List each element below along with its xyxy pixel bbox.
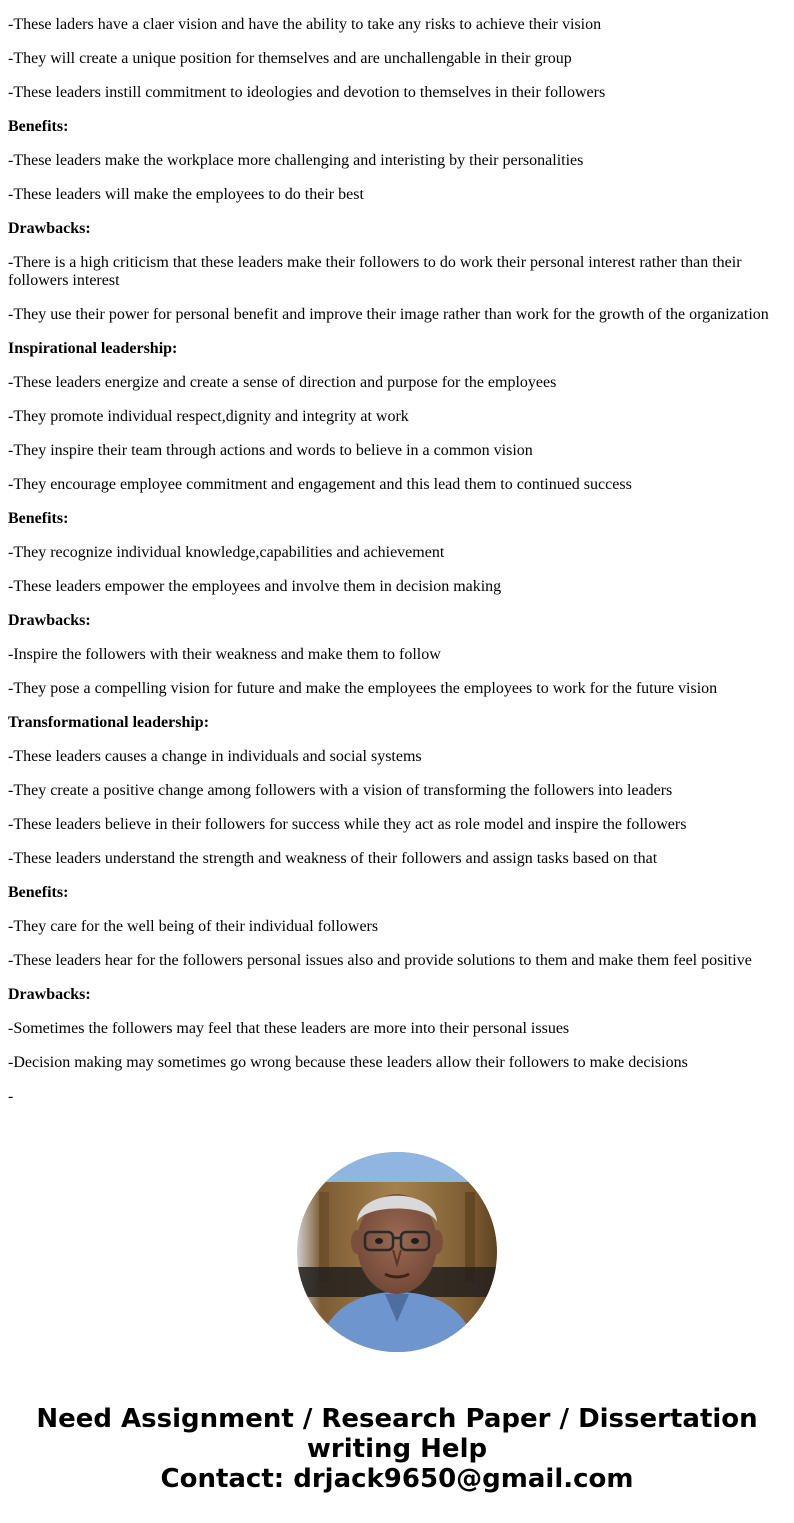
text-line: -These leaders make the workplace more challenging and interisting by their personalities xyxy=(8,152,584,169)
text-line: -Decision making may sometimes go wrong because these leaders allow their followers to make decisions xyxy=(8,1054,688,1071)
text-line: -They pose a compelling vision for future and make the employees the employees to work for the future vision xyxy=(8,680,718,697)
author-photo xyxy=(297,1152,497,1352)
section-heading: Inspirational leadership: xyxy=(8,340,178,357)
text-line: -Sometimes the followers may feel that these leaders are more into their personal issues xyxy=(8,1020,570,1037)
section-heading: Drawbacks: xyxy=(8,986,91,1003)
author-avatar xyxy=(297,1152,497,1352)
text-line: -These leaders causes a change in individuals and social systems xyxy=(8,748,422,765)
text-line: -Inspire the followers with their weakness and make them to follow xyxy=(8,646,441,663)
section-heading: Drawbacks: xyxy=(8,612,91,629)
section-heading: Benefits: xyxy=(8,884,69,901)
section-heading: Transformational leadership: xyxy=(8,714,210,731)
text-line: -These leaders empower the employees and involve them in decision making xyxy=(8,578,502,595)
promo-line-1: Need Assignment / Research Paper / Dissertation writing Help xyxy=(36,1404,758,1464)
text-line: -They promote individual respect,dignity and integrity at work xyxy=(8,408,409,425)
promo-text xyxy=(0,1404,794,1494)
text-line: -They inspire their team through actions and words to believe in a common vision xyxy=(8,442,533,459)
section-heading: Benefits: xyxy=(8,118,69,135)
text-line: -They care for the well being of their individual followers xyxy=(8,918,379,935)
text-line: -They encourage employee commitment and engagement and this lead them to continued success xyxy=(8,476,632,493)
text-line: -These leaders energize and create a sense of direction and purpose for the employees xyxy=(8,374,557,391)
section-heading: Benefits: xyxy=(8,510,69,527)
text-line: -These leaders hear for the followers personal issues also and provide solutions to them and make them feel positive xyxy=(8,952,752,969)
promo-line-2: Contact: drjack9650@gmail.com xyxy=(160,1464,634,1494)
text-line: -They recognize individual knowledge,capabilities and achievement xyxy=(8,544,445,561)
text-line: -These leaders will make the employees to do their best xyxy=(8,186,364,203)
section-heading: Drawbacks: xyxy=(8,220,91,237)
document-body xyxy=(8,0,786,1122)
text-line: -These leaders understand the strength and weakness of their followers and assign tasks based on that xyxy=(8,850,658,867)
text-line: -They create a positive change among followers with a vision of transforming the followers into leaders xyxy=(8,782,673,799)
text-line: -These leaders believe in their followers for success while they act as role model and inspire the followers xyxy=(8,816,687,833)
text-line: -There is a high criticism that these leaders make their followers to do work their personal interest rather than their followers interest xyxy=(8,254,742,289)
text-line: -These laders have a claer vision and have the ability to take any risks to achieve their vision xyxy=(8,16,602,33)
text-line: - xyxy=(8,1088,14,1105)
text-line: -They will create a unique position for themselves and are unchallengable in their group xyxy=(8,50,572,67)
promo-section xyxy=(0,1152,794,1494)
text-line: -They use their power for personal benefit and improve their image rather than work for the growth of the organization xyxy=(8,306,769,323)
text-line: -These leaders instill commitment to ideologies and devotion to themselves in their followers xyxy=(8,84,606,101)
